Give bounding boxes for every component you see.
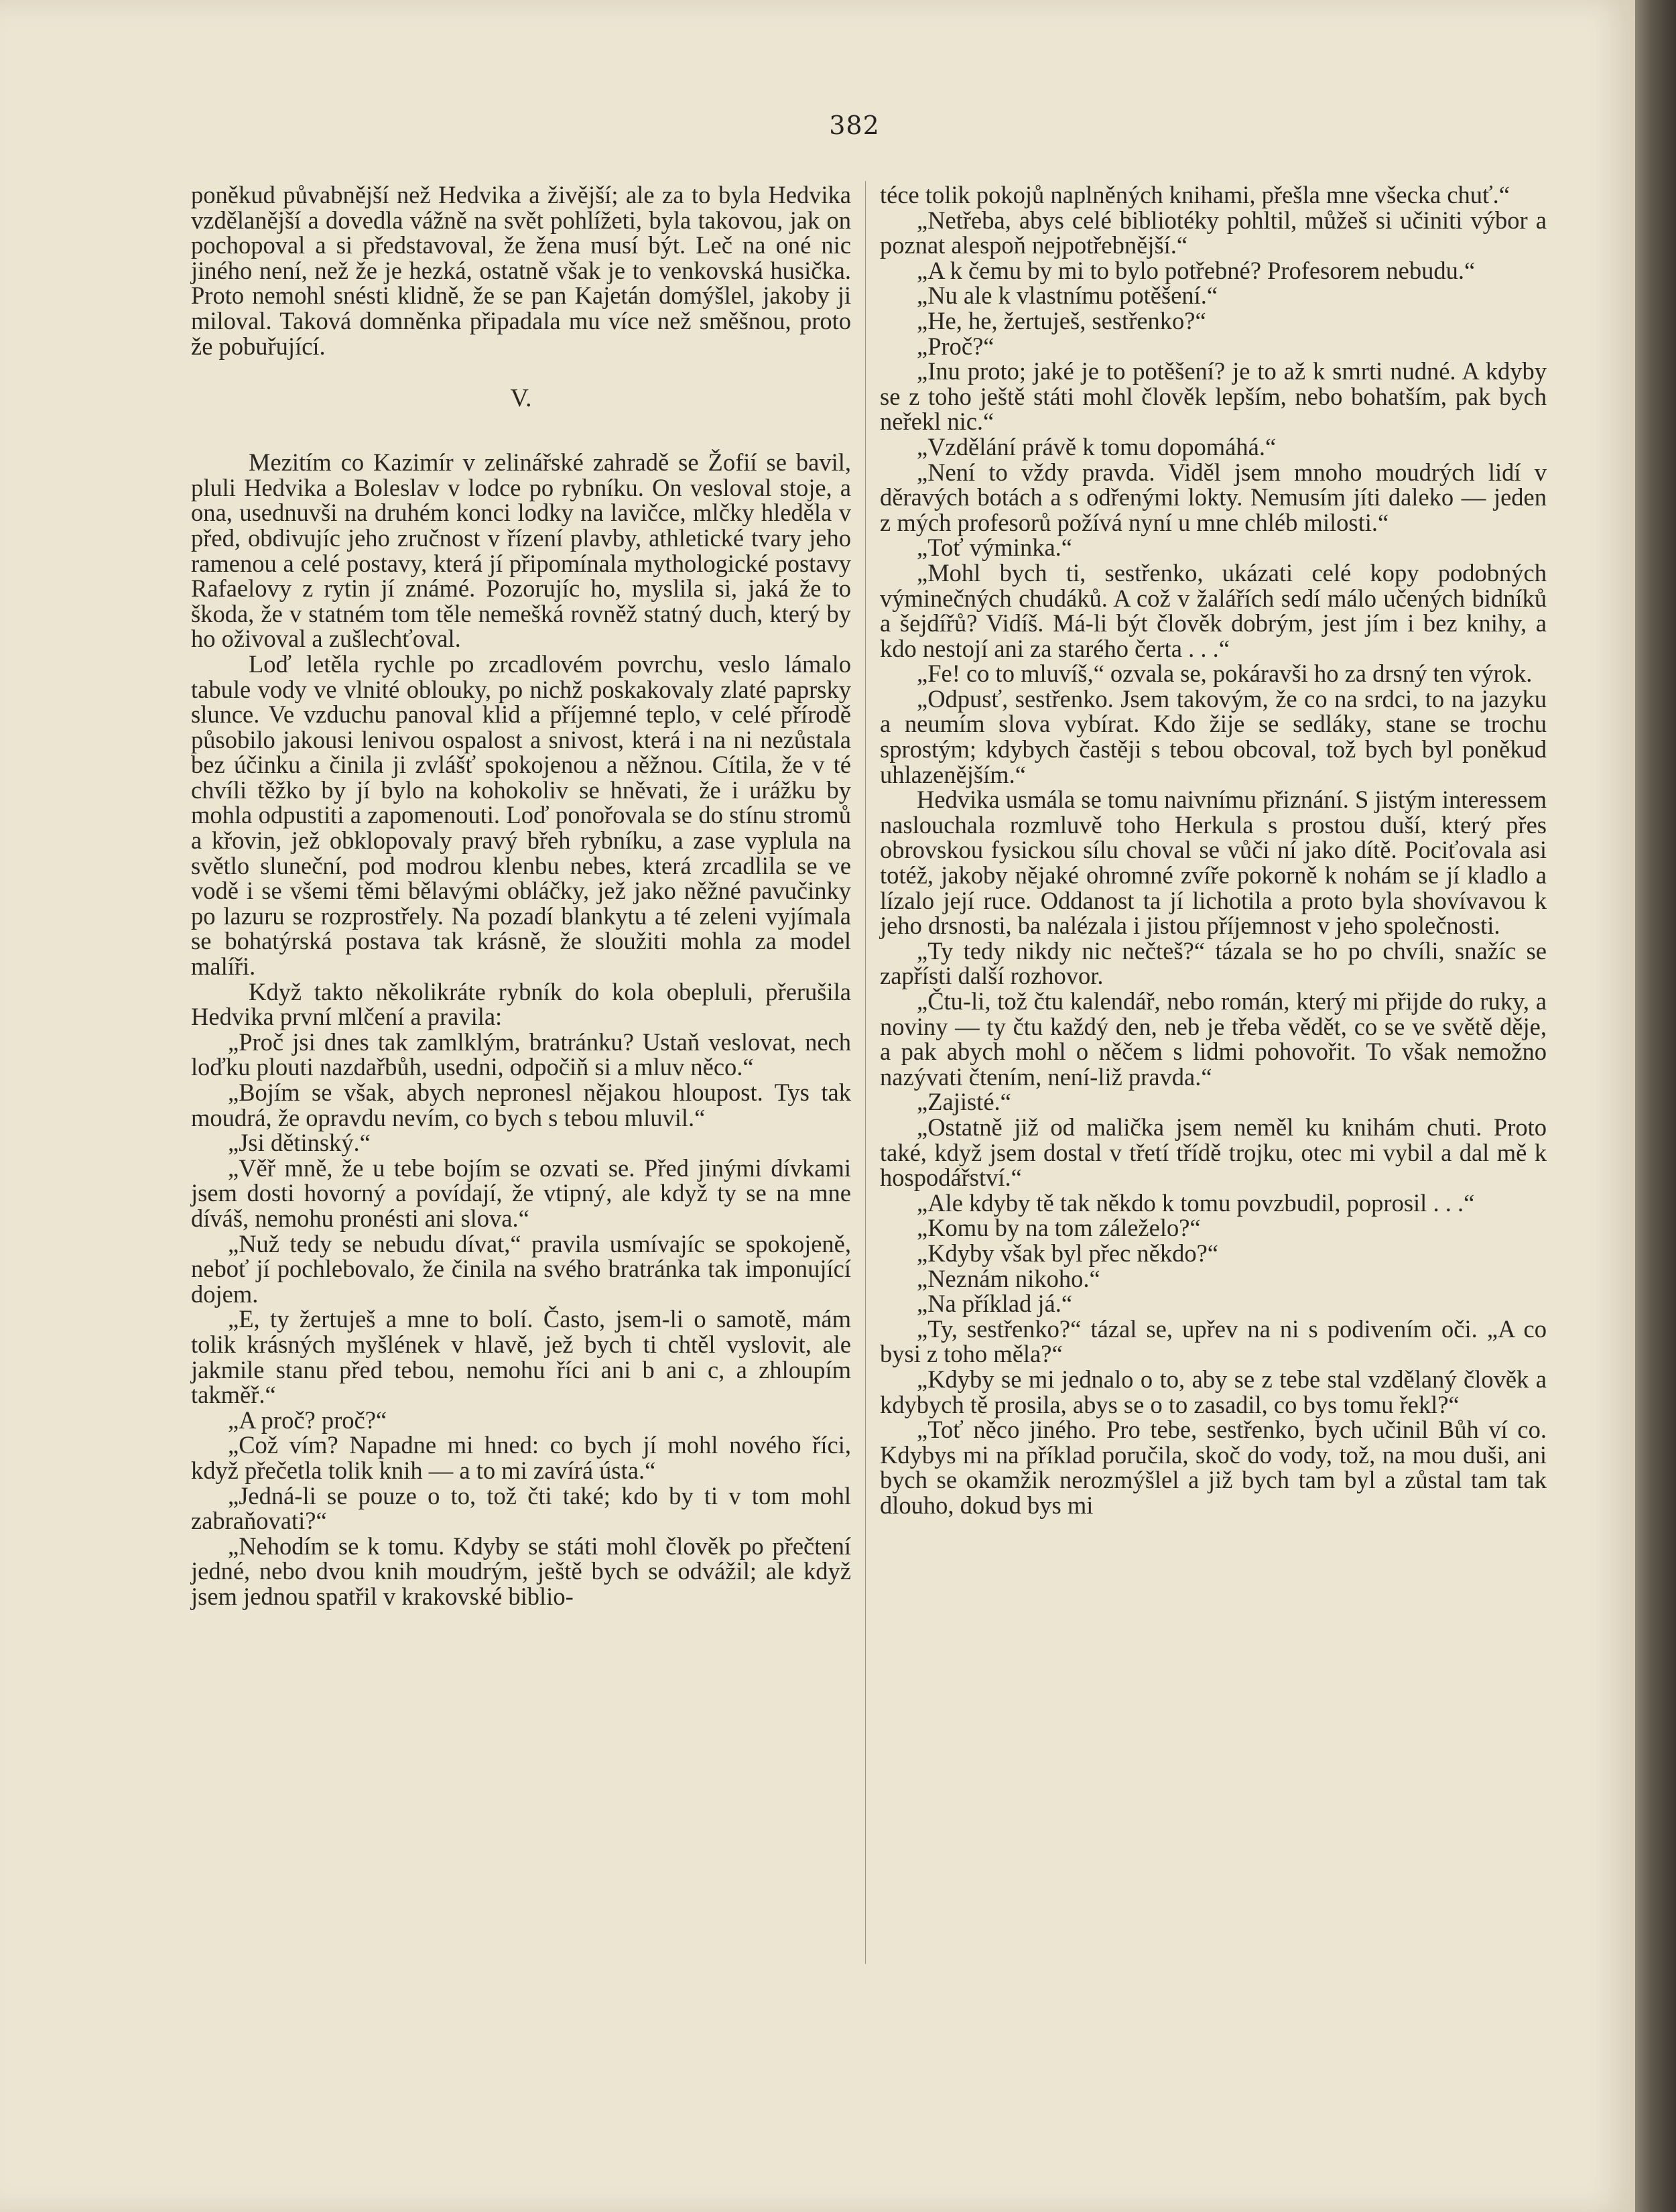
dialogue-paragraph: „Není to vždy pravda. Viděl jsem mnoho moudrých lidí v děravých botách a s odřenými lokty. Nemusím jíti daleko — jeden z mých profesorů požívá nyní u mne chléb milosti.“ <box>880 458 1547 536</box>
dialogue-paragraph: „Na příklad já.“ <box>917 1290 1073 1318</box>
dialogue-paragraph: „Jsi dětinský.“ <box>228 1129 371 1157</box>
intro-paragraph: poněkud půvabnější než Hedvika a živější; ale za to byla Hedvika vzdělanější a dovedla vážně na svět pohlížeti, byla takovou, jak on pochopoval a si představoval, že žena musí být. Leč na oné nic jiného není, než že je hezká, ostatně však je to venkovská husička. Proto nemohl snésti klidně, že se pan Kajetán domýšlel, jakoby ji miloval. Taková domněnka připadala mu více než směšnou, proto že pobuřující. <box>191 181 851 360</box>
dialogue-paragraph: „Ty, sestřenko?“ tázal se, upřev na ni s podivením oči. „A co bysi z toho měla?“ <box>880 1314 1547 1368</box>
dialogue-paragraph: „Nehodím se k tomu. Kdyby se státi mohl člověk po přečtení jedné, nebo dvou knih moudrým, ještě bych se odvážil; ale když jsem jednou spatřil v krakovské biblio- <box>191 1532 851 1610</box>
dialogue-paragraph: „Nu ale k vlastnímu potěšení.“ <box>917 282 1218 310</box>
paragraph: Když takto několikráte rybník do kola obepluli, přerušila Hedvika první mlčení a pravila: <box>191 977 851 1031</box>
dialogue-paragraph: „E, ty žertuješ a mne to bolí. Často, jsem-li o samotě, mám tolik krásných myšlének v hlavě, jež bych ti chtěl vyslovit, ale jakmile stanu před tebou, nemohu říci ani b ani c, a zhloupím takměř.“ <box>191 1305 851 1409</box>
page-number: 382 <box>829 111 880 140</box>
column-divider <box>865 181 866 1964</box>
dialogue-paragraph: „A proč? proč?“ <box>228 1406 387 1434</box>
dialogue-paragraph: „Komu by na tom záleželo?“ <box>917 1214 1201 1242</box>
dialogue-paragraph: „Nuž tedy se nebudu dívat,“ pravila usmívajíc se spokojeně, neboť jí pochlebovalo, že činila na svého bratránka tak imponující dojem. <box>191 1229 851 1308</box>
dialogue-paragraph: „Ostatně již od malička jsem neměl ku knihám chuti. Proto také, když jsem dostal v třetí třídě trojku, otec mi vybil a dal mě k hospodářství.“ <box>880 1113 1547 1192</box>
paragraph: Loď letěla rychle po zrcadlovém povrchu, veslo lámalo tabule vody ve vlnité oblouky, po nichž poskakovaly zlaté paprsky slunce. Ve vzduchu panoval klid a příjemné teplo, v celé přírodě působilo jakousi lenivou ospalost a snivost, která i na ni nezůstala bez účinku a činila ji zvlášť spokojenou a něžnou. Cítila, že v té chvíli těžko by jí bylo na kohokoliv se hněvati, že i urážku by mohla odpustiti a zapomenouti. Loď ponořovala se do stínu stromů a křovin, jež obklopovaly pravý břeh rybníku, a zase vyplula na světlo sluneční, pod modrou klenbu nebes, která zrcadlila se ve vodě i se všemi těmi bělavými obláčky, jež jako něžné pavučinky po lazuru se rozprostřely. Na pozadí blankytu a té zeleni vyjímala se bohatýrská postava tak krásně, že sloužiti mohla za model malíři. <box>191 650 851 981</box>
dialogue-paragraph: „He, he, žertuješ, sestřenko?“ <box>917 306 1206 334</box>
dialogue-paragraph: „Ale kdyby tě tak někdo k tomu povzbudil, poprosil . . .“ <box>917 1188 1475 1217</box>
section-heading: V. <box>510 384 532 413</box>
dialogue-paragraph: „Proč jsi dnes tak zamlklým, bratránku? Ustaň veslovat, nech loďku plouti nazdařbůh, usedni, odpočiň si a mluv něco.“ <box>191 1028 851 1081</box>
dialogue-paragraph: „A k čemu by mi to bylo potřebné? Profesorem nebudu.“ <box>917 256 1476 284</box>
dialogue-paragraph: „Kdyby však byl přec někdo?“ <box>917 1239 1219 1267</box>
dialogue-paragraph: „Fe! co to mluvíš,“ ozvala se, pokáravši ho za drsný ten výrok. <box>917 660 1533 688</box>
narrative-paragraph: Hedvika usmála se tomu naivnímu přiznání. S jistým interessem naslouchala rozmluvě toho Herkula s prostou duší, který přes obrovskou fysickou sílu choval se vůči ní jako dítě. Pociťovala asi totéž, jakoby nějaké ohromné zvíře pokorně k nohám se jí kladlo a lízalo její ruce. Oddanost ta jí lichotila a proto byla shovívavou k jeho drsnosti, ba nalézala i jistou příjemnost v jeho společnosti. <box>880 786 1547 940</box>
paragraph: Mezitím co Kazimír v zelinářské zahradě se Žofií se bavil, pluli Hedvika a Boleslav v lodce po rybníku. On vesloval stoje, a ona, usednuvši na druhém konci lodky na lavičce, mlčky hleděla v před, obdivujíc jeho zručnost v řízení plavby, athletické tvary jeho ramenou a celé postavy, která jí připomínala mythologické postavy Rafaelovy z rytin jí známé. Pozorujíc ho, myslila si, jaká že to škoda, že v statném tom těle nemešká rovněž statný duch, který by ho oživoval a zušlechťoval. <box>191 448 851 653</box>
dialogue-paragraph: „Což vím? Napadne mi hned: co bych jí mohl nového říci, když přečetla tolik knih — a to mi zavírá ústa.“ <box>191 1431 851 1484</box>
dialogue-paragraph: „Čtu-li, tož čtu kalendář, nebo román, který mi přijde do ruky, a noviny — ty čtu každý den, neb je třeba vědět, co se ve světě děje, a pak abych mohl o něčem s lidmi pohovořit. To však nemožno nazývati čtením, není-liž pravda.“ <box>880 987 1547 1091</box>
dialogue-paragraph: „Věř mně, že u tebe bojím se ozvati se. Před jinými dívkami jsem dosti hovorný a povídají, že vtipný, ale když ty se na mne díváš, nemohu pronésti ani slova.“ <box>191 1154 851 1232</box>
dialogue-paragraph: „Toť výminka.“ <box>917 534 1072 562</box>
dialogue-paragraph: „Vzdělání právě k tomu dopomáhá.“ <box>917 432 1277 460</box>
dialogue-paragraph: „Kdyby se mi jednalo o to, aby se z tebe stal vzdělaný člověk a kdybych tě prosila, abys se o to zasadil, co bys tomu řekl?“ <box>880 1365 1547 1418</box>
continuation-paragraph: téce tolik pokojů naplněných knihami, přešla mne všecka chuť.“ <box>880 181 1510 208</box>
dialogue-paragraph: „Neznám nikoho.“ <box>917 1264 1100 1292</box>
dialogue-paragraph: „Jedná-li se pouze o to, tož čti také; kdo by ti v tom mohl zabraňovati?“ <box>191 1481 851 1535</box>
dialogue-paragraph: „Odpusť, sestřenko. Jsem takovým, že co na srdci, to na jazyku a neumím slova vybírat. Kdo žije se sedláky, stane se trochu sprostým; kdybych častěji s tebou obcoval, tož bych byl poněkud uhlazenějším.“ <box>880 684 1547 788</box>
left-column <box>191 182 851 1609</box>
right-column <box>880 182 1547 1518</box>
dialogue-paragraph: „Ty tedy nikdy nic nečteš?“ tázala se ho po chvíli, snažíc se zapřísti další rozhovor. <box>880 936 1547 990</box>
dialogue-paragraph: „Zajisté.“ <box>917 1088 1011 1116</box>
dialogue-paragraph: „Proč?“ <box>917 332 994 360</box>
dialogue-paragraph: „Bojím se však, abych nepronesl nějakou hloupost. Tys tak moudrá, že opravdu nevím, co bych s tebou mluvil.“ <box>191 1079 851 1131</box>
dialogue-paragraph: „Inu proto; jaké je to potěšení? je to až k smrti nudné. A kdyby se z toho ještě státi mohl člověk lepším, nebo bohatším, pak bych neřekl nic.“ <box>880 357 1547 436</box>
dialogue-paragraph: „Netřeba, abys celé bibliotéky pohltil, můžeš si učiniti výbor a poznat alespoň nejpotřebnější.“ <box>880 206 1547 259</box>
dialogue-paragraph: „Toť něco jiného. Pro tebe, sestřenko, bych učinil Bůh ví co. Kdybys mi na příklad poručila, skoč do vody, tož, na mou duši, ani bych se okamžik nerozmýšlel a již bych tam byl a zůstal tam tak dlouho, dokud bys mi <box>880 1416 1547 1519</box>
page-edge <box>1635 0 1676 2212</box>
dialogue-paragraph: „Mohl bych ti, sestřenko, ukázati celé kopy podobných výminečných chudáků. A což v žalářích sedí málo učených bidníků a šejdířů? Vidíš. Má-li být člověk dobrým, jest jím i bez knihy, a kdo nestojí ani za starého čerta . . .“ <box>880 558 1547 662</box>
